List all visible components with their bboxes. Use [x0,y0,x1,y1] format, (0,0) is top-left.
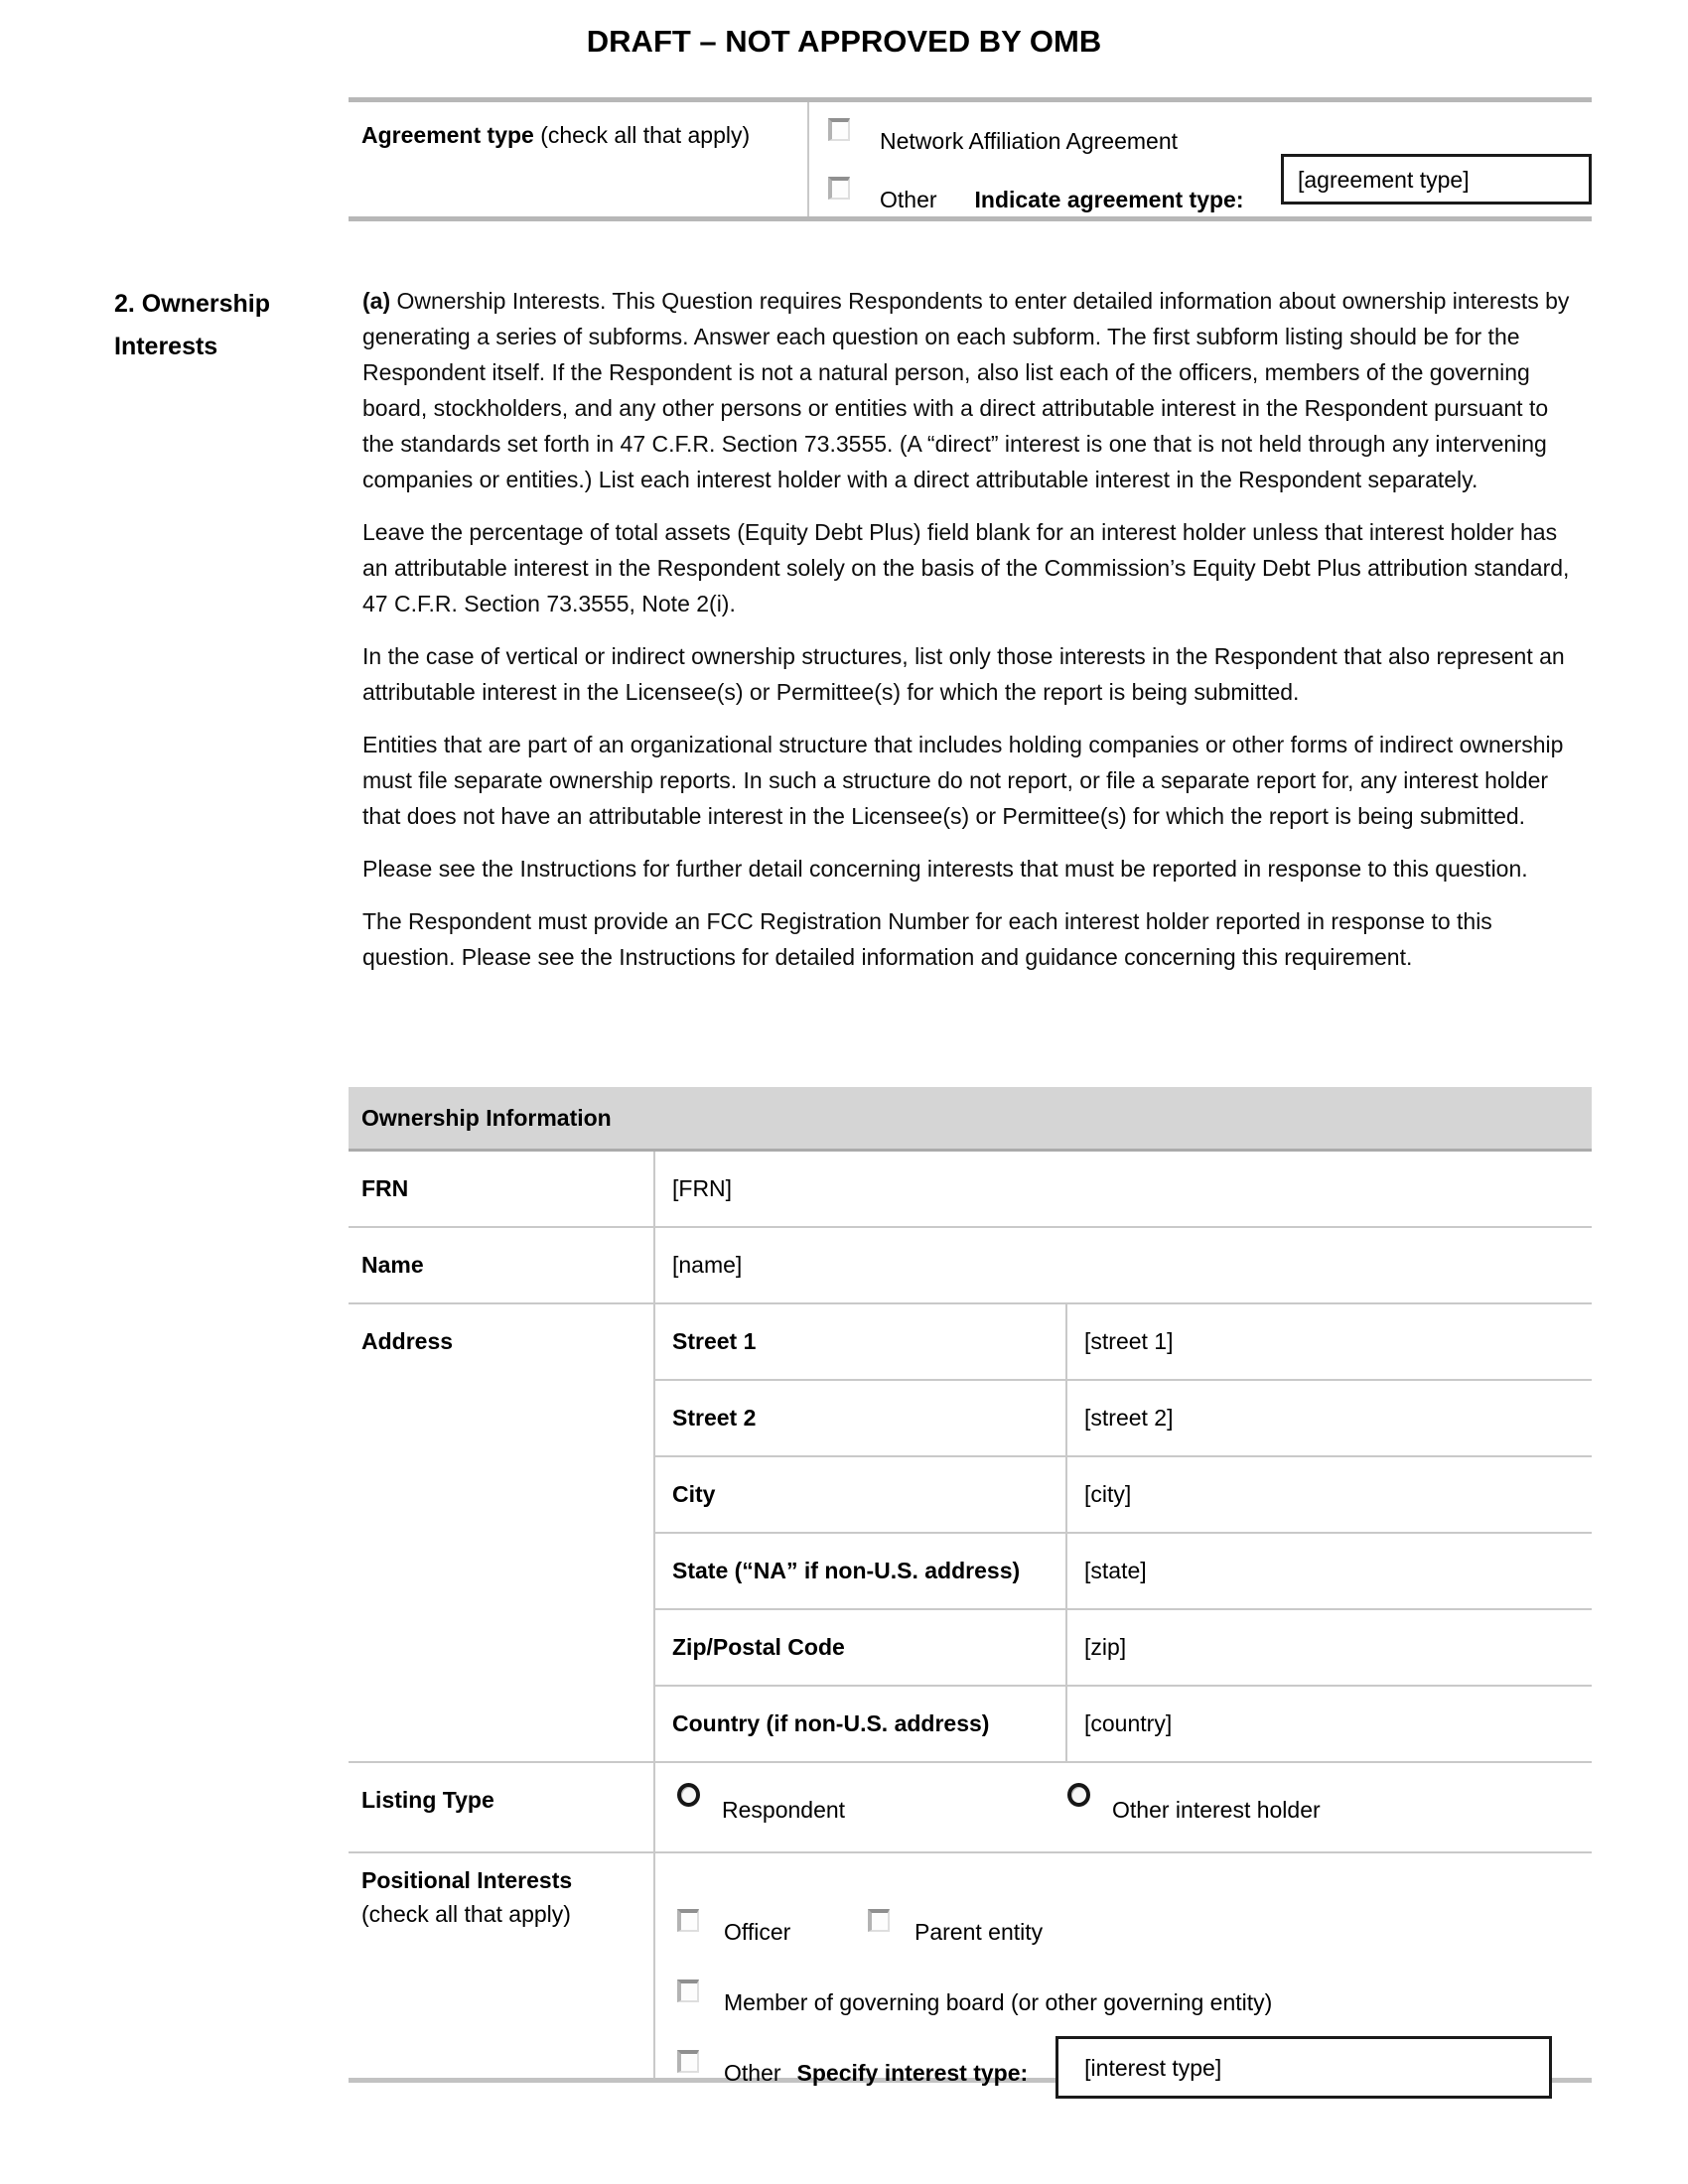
address-subtable [655,1304,1592,1761]
other-interest-checkbox-icon[interactable] [677,2050,699,2073]
street2-row [655,1381,1592,1457]
officer-label: Officer [724,1919,791,1945]
other-agreement-checkbox-icon[interactable] [828,177,850,200]
street1-row [655,1304,1592,1381]
state-label: State (“NA” if non-U.S. address) [655,1534,1067,1608]
zip-value[interactable]: [zip] [1084,1634,1127,1660]
frn-label: FRN [349,1152,655,1226]
positional-line-member [677,1979,1592,2016]
section-paragraphs [362,283,1570,992]
paragraph-2: Leave the percentage of total assets (Equity Debt Plus) field blank for an interest holder unless that interest holder has an attributable interest in the Respondent solely on the basis of the Commission’s Equity Debt Plus attribution standard, 47 C.F.R. Section 73.3555, Note 2(i). [362,519,1570,616]
listing-type-row [349,1763,1592,1853]
respondent-radio-icon[interactable] [677,1783,700,1807]
other-agreement-label: Other [880,187,937,212]
section-ownership-interests [114,283,1570,992]
paragraph-1-text: Ownership Interests. This Question requires Respondents to enter detailed information about ownership interests by generating a series of subforms. Answer each question on each subform. The first subform listing should be for the Respondent itself. If the Respondent is not a natural person, also list each of the officers, members of the governing board, stockholders, and any other persons or entities with a direct attributable interest in the Respondent pursuant to the standards set forth in 47 C.F.R. Section 73.3555. (A “direct” interest is one that is not held through any intervening companies or entities.) List each interest holder with a direct attributable interest in the Respondent separately. [362,288,1570,492]
other-interest-holder-label: Other interest holder [1112,1797,1321,1823]
zip-label: Zip/Postal Code [655,1610,1067,1685]
city-label: City [655,1457,1067,1532]
ownership-table-header: Ownership Information [349,1087,1592,1152]
state-value[interactable]: [state] [1084,1558,1147,1583]
positional-interests-label-note: (check all that apply) [361,1901,571,1927]
network-affiliation-checkbox-icon[interactable] [828,118,850,141]
frn-row [349,1152,1592,1228]
positional-interests-label [349,1853,655,2078]
listing-option-other [1067,1783,1321,1824]
positional-interests-label-bold: Positional Interests [361,1867,573,1893]
parent-entity-checkbox-icon[interactable] [868,1909,890,1932]
positional-line-officer-parent [677,1909,1592,1946]
street1-value[interactable]: [street 1] [1084,1328,1174,1354]
ownership-information-table [349,1087,1592,2086]
member-governing-board-checkbox-icon[interactable] [677,1979,699,2002]
positional-line-other [677,2050,1592,2099]
agreement-type-table [349,97,1592,221]
section-heading-line1: 2. Ownership [114,290,270,318]
paragraph-3: In the case of vertical or indirect ownership structures, list only those interests in the Respondent that also represent an attributable interest in the Licensee(s) or Permittee(s) for which the report is being submitted. [362,643,1565,705]
paragraph-4: Entities that are part of an organizational structure that includes holding companies or other forms of indirect ownership must file separate ownership reports. In such a structure do not report, or file a separate report for, any interest holder that does not have an attributable interest in the Licensee(s) or Permittee(s) for which the report is being submitted. [362,732,1564,829]
country-row [655,1687,1592,1761]
street2-value[interactable]: [street 2] [1084,1405,1174,1431]
agreement-type-label-note: (check all that apply) [533,122,751,148]
agreement-type-label-bold: Agreement type [361,122,534,148]
section-heading [114,283,362,992]
agreement-type-input[interactable]: [agreement type] [1281,154,1592,205]
network-affiliation-label: Network Affiliation Agreement [880,128,1179,154]
address-label: Address [349,1304,655,1761]
positional-interests-row [349,1853,1592,2086]
agreement-type-options [809,102,1592,216]
agreement-type-label [349,102,809,216]
zip-row [655,1610,1592,1687]
section-heading-line2: Interests [114,333,218,360]
other-interest-holder-radio-icon[interactable] [1067,1783,1090,1807]
paragraph-1 [362,283,1570,497]
state-row [655,1534,1592,1610]
city-row [655,1457,1592,1534]
officer-checkbox-icon[interactable] [677,1909,699,1932]
positional-interests-options [655,1853,1592,2086]
paragraph-5: Please see the Instructions for further detail concerning interests that must be reported in response to this question. [362,856,1528,882]
country-value[interactable]: [country] [1084,1710,1173,1736]
name-row [349,1228,1592,1304]
interest-type-input[interactable]: [interest type] [1055,2036,1552,2099]
member-governing-board-label: Member of governing board (or other governing entity) [724,1989,1273,2015]
listing-option-respondent [677,1783,1067,1824]
frn-value[interactable]: [FRN] [672,1175,733,1201]
respondent-label: Respondent [722,1797,846,1823]
indicate-agreement-type-prompt: Indicate agreement type: [974,187,1244,212]
listing-type-label: Listing Type [349,1763,655,1851]
address-row [349,1304,1592,1763]
other-interest-label: Other [724,2060,781,2086]
street1-label: Street 1 [655,1304,1067,1379]
city-value[interactable]: [city] [1084,1481,1132,1507]
name-value[interactable]: [name] [672,1252,743,1278]
parent-entity-label: Parent entity [914,1919,1044,1945]
listing-type-options [655,1763,1592,1851]
paragraph-6: The Respondent must provide an FCC Registration Number for each interest holder reported in response to this question. Please see the Instructions for detailed information and guidance concerning this requirement. [362,908,1492,970]
name-label: Name [349,1228,655,1302]
page-title: DRAFT – NOT APPROVED BY OMB [586,24,1102,59]
agreement-option-network [828,118,1592,155]
street2-label: Street 2 [655,1381,1067,1455]
specify-interest-type-prompt: Specify interest type: [796,2060,1029,2086]
paragraph-1-lead: (a) [362,288,391,314]
country-label: Country (if non-U.S. address) [655,1687,1067,1761]
